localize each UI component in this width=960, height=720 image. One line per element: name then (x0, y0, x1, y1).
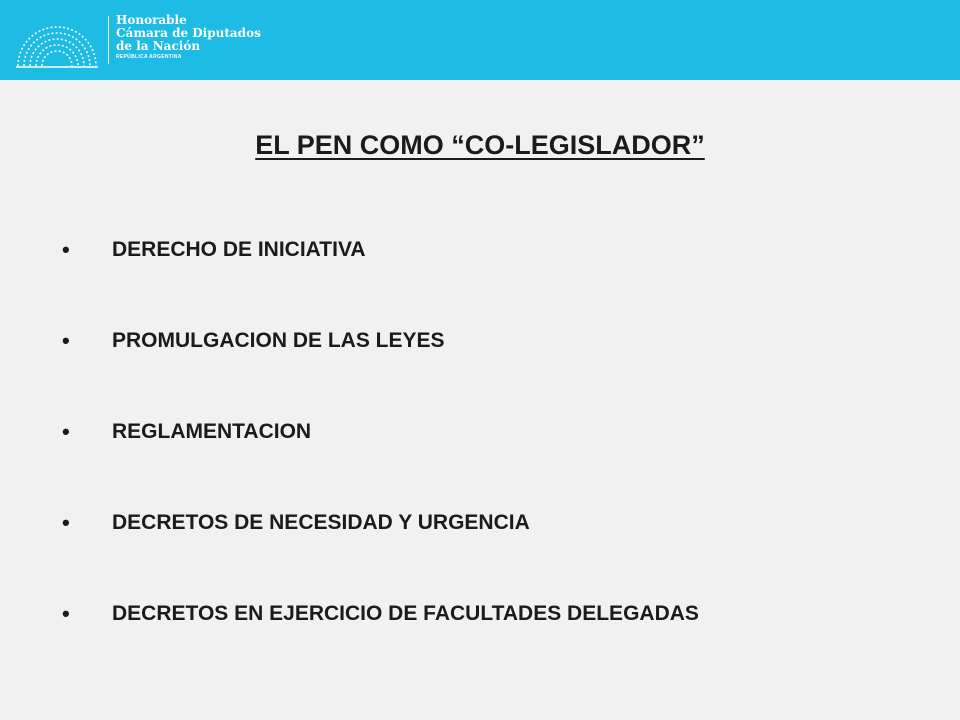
logo-text (116, 14, 261, 61)
bullet-icon: • (62, 419, 70, 444)
logo-line-1: Honorable (116, 13, 187, 27)
logo-line-4: REPÚBLICA ARGENTINA (116, 54, 182, 60)
bullet-icon: • (62, 328, 70, 353)
institution-logo (12, 10, 272, 72)
header-bar (0, 0, 960, 80)
bullet-icon: • (62, 510, 70, 535)
bullet-text: PROMULGACION DE LAS LEYES (112, 329, 445, 352)
bullet-icon: • (62, 237, 70, 262)
bullet-text: DERECHO DE INICIATIVA (112, 238, 366, 261)
slide-title: EL PEN COMO “CO-LEGISLADOR” (255, 130, 705, 160)
bullet-text: DECRETOS DE NECESIDAD Y URGENCIA (112, 511, 530, 534)
congress-dome-icon (12, 10, 102, 70)
bullet-text: DECRETOS EN EJERCICIO DE FACULTADES DELEGADAS (112, 602, 699, 625)
logo-line-2: Cámara de Diputados (116, 26, 261, 40)
bullet-icon: • (62, 601, 70, 626)
bullet-text: REGLAMENTACION (112, 420, 312, 443)
logo-divider (108, 16, 109, 64)
logo-line-3: de la Nación (116, 39, 201, 53)
